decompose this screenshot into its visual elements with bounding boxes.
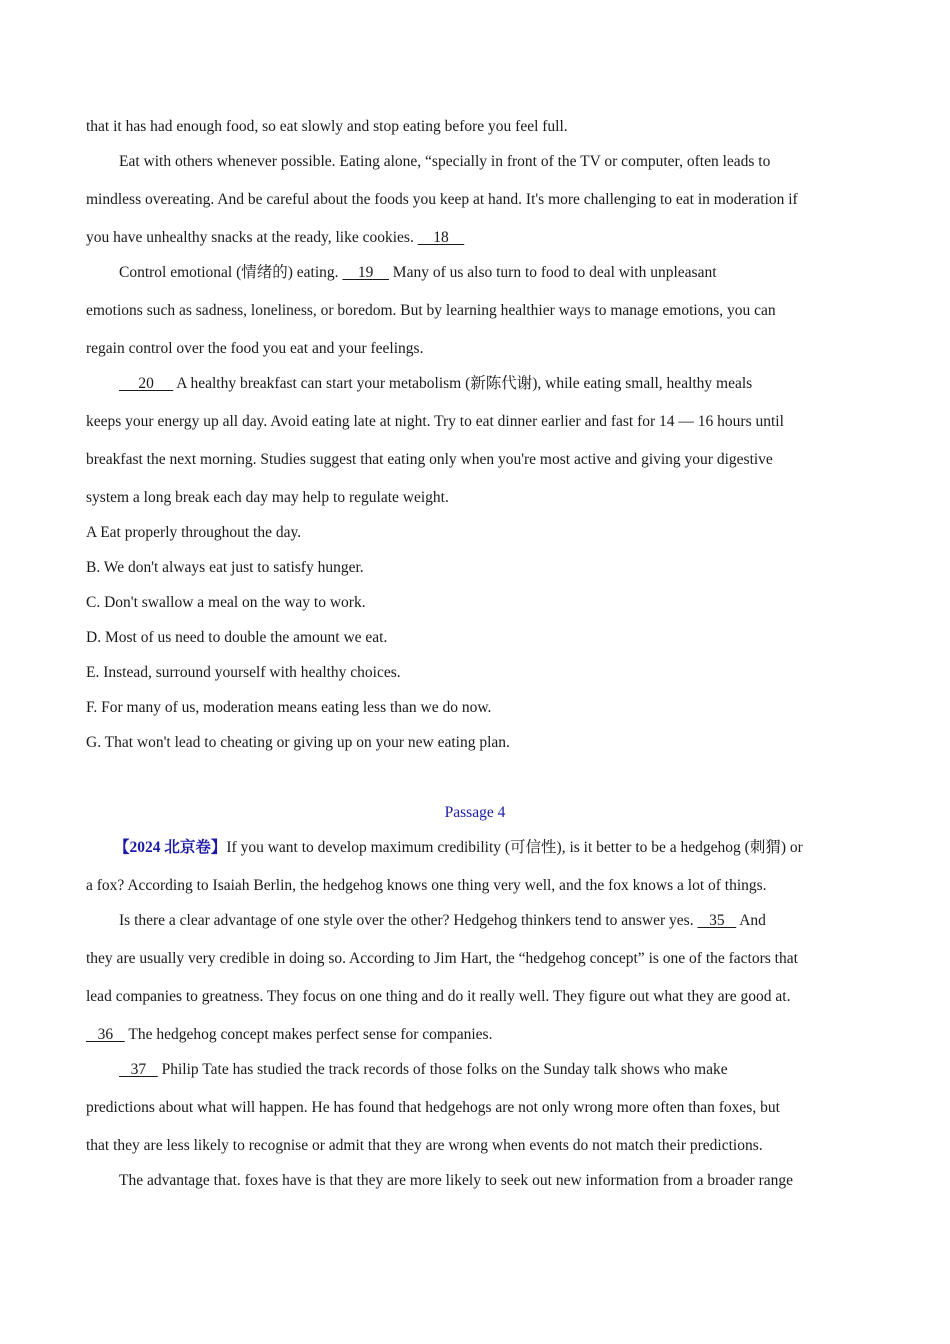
answer-blank-36: 36 — [86, 1026, 125, 1043]
paragraph-line: that they are less likely to recognise or admit that they are wrong when events do not match their predictions. — [86, 1137, 763, 1154]
answer-blank-18: 18 — [417, 229, 465, 246]
line-text: Is there a clear advantage of one style over the other? Hedgehog thinkers tend to answer yes. — [119, 912, 694, 929]
paragraph-line: that it has had enough food, so eat slowly and stop eating before you feel full. — [86, 118, 568, 135]
paragraph-line: The advantage that. foxes have is that they are more likely to seek out new information from a broader range — [119, 1172, 794, 1189]
paragraph-line: a fox? According to Isaiah Berlin, the hedgehog knows one thing very well, and the fox knows a lot of things. — [86, 877, 767, 894]
paragraph-line — [86, 1025, 492, 1045]
paragraph-line: lead companies to greatness. They focus on one thing and do it really well. They figure out what they are good at. — [86, 988, 791, 1005]
paragraph-line — [119, 374, 752, 394]
answer-blank-19: 19 — [342, 264, 389, 281]
option-g: G. That won't lead to cheating or giving up on your new eating plan. — [86, 734, 510, 751]
option-a: A Eat properly throughout the day. — [86, 524, 302, 541]
paragraph-line: they are usually very credible in doing so. According to Jim Hart, the “hedgehog concept” is one of the factors that — [86, 950, 798, 967]
paragraph-line — [119, 263, 717, 283]
line-text: you have unhealthy snacks at the ready, like cookies. — [86, 229, 414, 246]
option-d: D. Most of us need to double the amount we eat. — [86, 629, 388, 646]
paragraph-line: breakfast the next morning. Studies suggest that eating only when you're most active and giving your digestive — [86, 451, 773, 468]
line-text: The hedgehog concept makes perfect sense for companies. — [128, 1026, 493, 1043]
paragraph-line: Eat with others whenever possible. Eating alone, “specially in front of the TV or computer, often leads to — [119, 153, 771, 170]
answer-blank-35: 35 — [697, 912, 737, 929]
paragraph-line: emotions such as sadness, loneliness, or boredom. But by learning healthier ways to manage emotions, you can — [86, 302, 776, 319]
paragraph-line: system a long break each day may help to regulate weight. — [86, 489, 449, 506]
option-e: E. Instead, surround yourself with healthy choices. — [86, 664, 401, 681]
line-text: A healthy breakfast can start your metabolism (新陈代谢), while eating small, healthy meals — [176, 375, 753, 392]
answer-blank-20: 20 — [119, 375, 174, 392]
paragraph-line: keeps your energy up all day. Avoid eating late at night. Try to eat dinner earlier and fast for 14 — 16 hours until — [86, 413, 784, 430]
passage-title: Passage 4 — [444, 804, 506, 821]
paragraph-line — [119, 1060, 728, 1080]
line-text: Many of us also turn to food to deal with unpleasant — [392, 264, 717, 281]
paragraph-line: regain control over the food you eat and your feelings. — [86, 340, 424, 357]
paragraph-line: mindless overeating. And be careful about the foods you keep at hand. It's more challenging to eat in moderation if — [86, 191, 798, 208]
paragraph-line — [119, 911, 766, 931]
paragraph-line — [114, 838, 803, 858]
answer-blank-37: 37 — [119, 1061, 158, 1078]
line-text: If you want to develop maximum credibility (可信性), is it better to be a hedgehog (刺猬) or — [226, 839, 803, 856]
source-tag: 【2024 北京卷】 — [114, 839, 227, 856]
paragraph-line: predictions about what will happen. He has found that hedgehogs are not only wrong more often than foxes, but — [86, 1099, 780, 1116]
line-text: Control emotional (情绪的) eating. — [119, 264, 339, 281]
option-f: F. For many of us, moderation means eating less than we do now. — [86, 699, 492, 716]
line-text: And — [739, 912, 766, 929]
option-c: C. Don't swallow a meal on the way to work. — [86, 594, 366, 611]
option-b: B. We don't always eat just to satisfy hunger. — [86, 559, 364, 576]
paragraph-line — [86, 228, 464, 248]
line-text: Philip Tate has studied the track records of those folks on the Sunday talk shows who make — [161, 1061, 728, 1078]
